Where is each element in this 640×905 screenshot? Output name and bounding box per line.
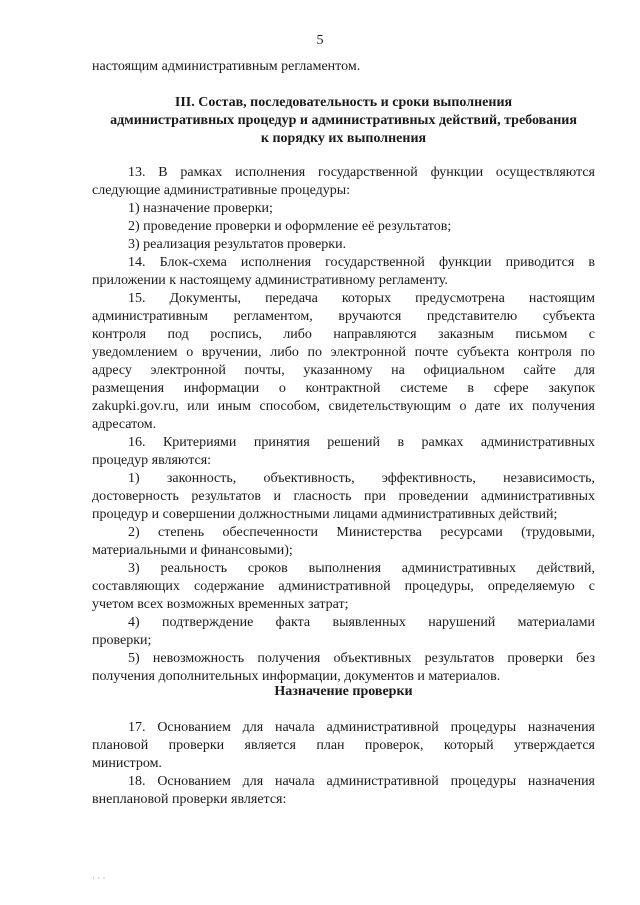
paragraph-16-line: 16. Критериями принятия решений в рамках административных (128, 435, 595, 450)
criteria-item-line: 3) реальность сроков выполнения административных действий, (128, 561, 595, 576)
paragraph-17-line: 17. Основанием для начала административной процедуры назначения (128, 720, 595, 735)
paragraph-15-line: адресатом. (92, 417, 157, 432)
paragraph-16-line: процедур являются: (92, 453, 212, 468)
section-heading (92, 94, 595, 148)
criteria-item-line: процедур и совершении должностными лицами административных действий; (92, 507, 558, 522)
paragraph-15-line: zakupki.gov.ru, или иным способом, свидетельствующим о дате их получения (92, 399, 595, 414)
criteria-item-line: 4) подтверждение факта выявленных нарушений материалами (128, 615, 595, 630)
paragraph-14-line: приложении к настоящему административному регламенту. (92, 273, 448, 288)
criteria-item-line: составляющих содержание административной процедуры, определяемую с (92, 579, 595, 594)
paragraph-18-line: 18. Основанием для начала административной процедуры назначения (128, 774, 595, 789)
section-heading-line: к порядку их выполнения (260, 131, 427, 146)
list-item: 3) реализация результатов проверки. (128, 237, 347, 252)
list-item: 2) проведение проверки и оформление её результатов; (128, 219, 452, 234)
criteria-item-line: 5) невозможность получения объективных результатов проверки без (128, 651, 595, 666)
paragraph-15-line: уведомлением о вручении, либо по электронной почте субъекта контроля по (92, 345, 595, 360)
paragraph-15-line: контроля под роспись, либо направляются заказным письмом с (92, 327, 595, 342)
criteria-item-line: проверки; (92, 633, 152, 648)
subsection-heading: Назначение проверки (274, 684, 413, 699)
section-heading-line: административных процедур и административных действий, требования (110, 113, 577, 128)
criteria-item-line: достоверность результатов и гласность при проведении административных (92, 489, 595, 504)
body-part-2 (92, 719, 595, 809)
list-item: 1) назначение проверки; (128, 201, 273, 216)
criteria-item-line: 1) законность, объективность, эффективность, независимость, (128, 471, 595, 486)
paragraph-15-line: административным регламентом, вручаются представителю субъекта (92, 309, 595, 324)
criteria-item-line: 2) степень обеспеченности Министерства ресурсами (трудовыми, (128, 525, 595, 540)
intro-text (92, 58, 595, 76)
body-part-1 (92, 164, 595, 686)
section-heading-line: III. Состав, последовательность и сроки выполнения (174, 95, 513, 110)
text-line: настоящим административным регламентом. (92, 59, 361, 74)
paragraph-17-line: плановой проверки является план проверок, который утверждается (92, 738, 595, 753)
paragraph-15-line: адресу электронной почты, указанному на официальном сайте для (92, 363, 595, 378)
paragraph-13-line: следующие административные процедуры: (92, 183, 351, 198)
criteria-item-line: материальными и финансовыми); (92, 543, 293, 558)
page-number: 5 (316, 33, 324, 48)
criteria-item-line: получения дополнительных информации, документов и материалов. (92, 669, 501, 684)
paragraph-18-line: внеплановой проверки является: (92, 792, 287, 807)
paragraph-13-line: 13. В рамках исполнения государственной функции осуществляются (128, 165, 595, 180)
paragraph-14-line: 14. Блок-схема исполнения государственной функции приводится в (128, 255, 595, 270)
scan-artifact: · · · (92, 873, 106, 883)
criteria-item-line: учетом всех возможных временных затрат; (92, 597, 349, 612)
paragraph-15-line: 15. Документы, передача которых предусмотрена настоящим (128, 291, 595, 306)
paragraph-15-line: размещения информации о контрактной системе в сфере закупок (92, 381, 595, 396)
paragraph-17-line: министром. (92, 756, 162, 771)
